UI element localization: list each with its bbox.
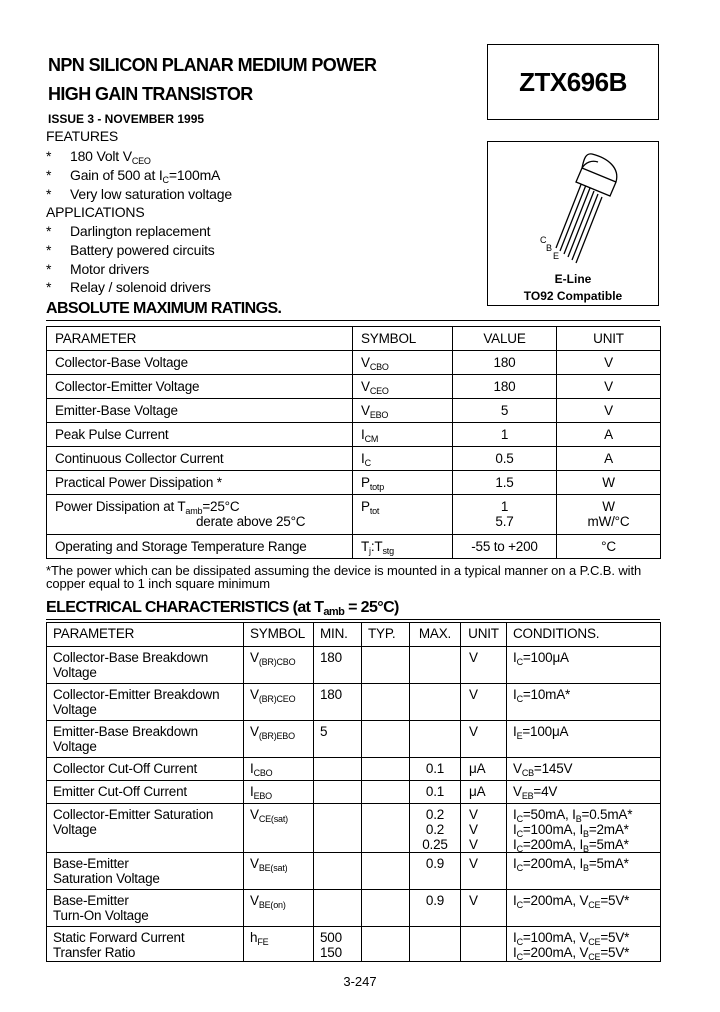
bullet: * [46,279,52,295]
amr-table [46,326,661,559]
bullet: * [46,261,52,277]
pin-label-c: C [540,235,547,245]
col-header: VALUE [453,327,557,351]
col-header: PARAMETER [47,327,353,351]
table-row: Collector-Emitter Breakdown Voltage $V_{(BR)CEO}$ 180 V $I_C=10mA*$ [47,684,661,721]
table-row: Collector-Emitter Voltage $V_{CEO}$ 180 V [47,375,661,399]
to92-package-icon [530,148,630,268]
table-row: Operating and Storage Temperature Range $T_j:T_{stg}$ -55 to +200 °C [47,535,661,559]
package-name: E-Line [554,272,592,286]
page-number: 3-247 [343,974,377,989]
table-row: Collector Cut-Off Current $I_{CBO}$ 0.1 μA $V_{CB}=145V$ [47,758,661,781]
part-number-box [487,44,659,120]
pin-label-b: B [546,243,553,253]
ec-heading: ELECTRICAL CHARACTERISTICS (at $T_{amb} = 25^\circ C$) [46,599,399,618]
table-row: Base-Emitter Turn-On Voltage $V_{BE(on)}$ 0.9 V $I_C=200mA$, $V_{CE}=5V*$ [47,890,661,927]
table-row: Power Dissipation at $T_{amb}=25^\circ C$ derate above 25°C $P_{tot}$ 1 5.7 W mW/°C [47,495,661,535]
bullet: * [46,242,52,258]
title-line-1: NPN SILICON PLANAR MEDIUM POWER [48,55,377,75]
features-heading: FEATURES [46,128,119,144]
pin-label-e: E [553,251,560,261]
table-row: Static Forward Current Transfer Ratio $h_{FE}$ 500 150 $I_C=100mA$, $V_{CE}=5V*$ $I_C=200mA$, $V_{CE}=5V*$ [47,927,661,962]
table-row: Emitter-Base Voltage $V_{EBO}$ 5 V [47,399,661,423]
table-row: Base-Emitter Saturation Voltage $V_{BE(sat)}$ 0.9 V $I_C=200mA$, $I_B=5mA*$ [47,853,661,890]
table-row: Collector-Base Voltage $V_{CBO}$ 180 V [47,351,661,375]
table-row: Collector-Base Breakdown Voltage $V_{(BR)CBO}$ 180 V $I_C=100\mu A$ [47,647,661,684]
title-line-2: HIGH GAIN TRANSISTOR [48,84,253,104]
bullet: * [46,148,52,164]
col-header: UNIT [461,623,507,647]
table-header-row [47,327,661,351]
ec-heading-rule [46,619,660,620]
col-header: SYMBOL [353,327,453,351]
table-row: Practical Power Dissipation * $P_{totp}$ 1.5 W [47,471,661,495]
ec-table [46,622,661,962]
table-row: Emitter Cut-Off Current $I_{EBO}$ 0.1 μA $V_{EB}=4V$ [47,781,661,804]
col-header: CONDITIONS. [507,623,661,647]
amr-footnote: *The power which can be dissipated assuming the device is mounted in a typical manner on a P.C.B. with copper equal to 1 inch square minimum [46,563,642,591]
table-row: Peak Pulse Current $I_{CM}$ 1 A [47,423,661,447]
package-compat: TO92 Compatible [523,289,623,303]
table-header-row [47,623,661,647]
col-header: UNIT [557,327,661,351]
issue-line: ISSUE 3 - NOVEMBER 1995 [48,112,205,126]
applications-heading: APPLICATIONS [46,204,145,220]
col-header: MAX. [410,623,461,647]
col-header: PARAMETER [47,623,244,647]
table-row: Emitter-Base Breakdown Voltage $V_{(BR)EBO}$ 5 V $I_E=100\mu A$ [47,721,661,758]
table-row: Collector-Emitter Saturation Voltage $V_{CE(sat)}$ 0.2 0.2 0.25 V V V $I_C=50mA$, $I_B=0.5mA*$ $I_C=100mA$, $I_B=2mA*$ $I_C=200mA$, $I_B=5mA*$ [47,804,661,853]
col-header: MIN. [314,623,362,647]
col-header: TYP. [362,623,410,647]
bullet: * [46,167,52,183]
table-row: Continuous Collector Current $I_C$ 0.5 A [47,447,661,471]
amr-heading: ABSOLUTE MAXIMUM RATINGS. [46,300,282,317]
amr-heading-rule [46,320,660,321]
bullet: * [46,223,52,239]
bullet: * [46,186,52,202]
part-number: ZTX696B [519,66,627,97]
col-header: SYMBOL [244,623,314,647]
